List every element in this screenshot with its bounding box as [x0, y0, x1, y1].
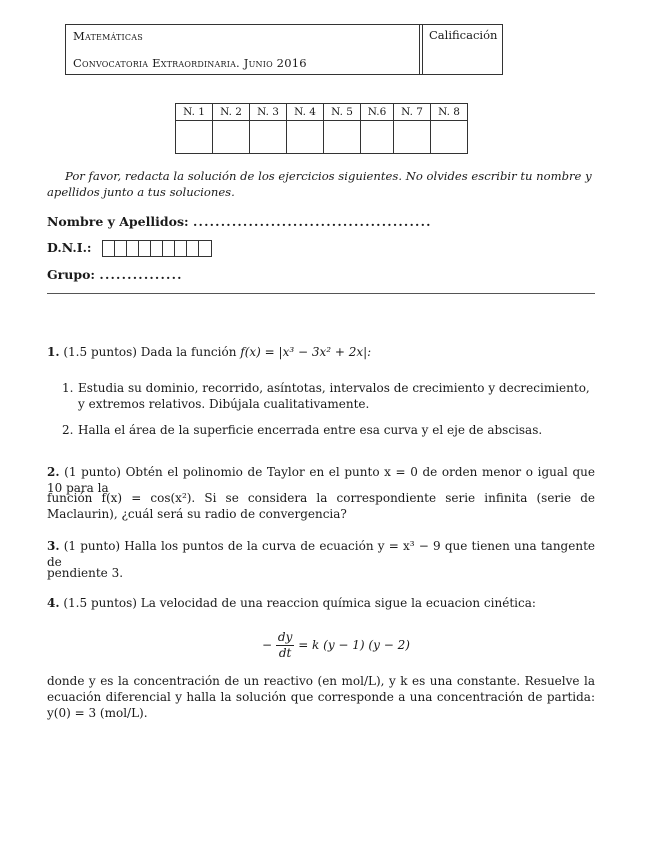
q2-number: 2. [47, 465, 60, 479]
group-dots: ............... [99, 267, 183, 282]
q1-item-2-text: Halla el área de la superficie encerrada entre esa curva y el eje de abscisas. [78, 423, 543, 437]
question-4 [47, 595, 595, 611]
score-cell[interactable] [361, 121, 394, 154]
score-header: N. 3 [250, 104, 287, 121]
q1-item-1-text: Estudia su dominio, recorrido, asíntotas, intervalos de crecimiento y decrecimiento, y extremos relativos. Dibújala cualitativamente. [78, 381, 590, 411]
score-cell[interactable] [250, 121, 287, 154]
q1-number: 1. [47, 345, 60, 359]
q4-text: donde y es la concentración de un reactivo (en mol/L), y k es una constante. Resuelve la ecuación diferencial y halla la solución que corresponde a una concentración de partida: y(0) = 3 (mol/L). [47, 674, 595, 720]
instructions: Por favor, redacta la solución de los ejercicios siguientes. No olvides escribir tu nombre y apellidos junto a tus soluciones. [47, 169, 592, 199]
q2-line-2: función f(x) = cos(x²). Si se considera la correspondiente serie infinita (serie de Maclaurin), ¿cuál será su radio de convergencia? [47, 491, 595, 521]
q4-line-1: (1.5 puntos) La velocidad de una reaccion química sigue la ecuacion cinética: [63, 596, 536, 610]
question-3-cont [47, 565, 595, 581]
score-header: N. 7 [394, 104, 431, 121]
name-dots: ........................................... [192, 214, 432, 229]
header-title-cell [66, 25, 419, 74]
eq-denominator: dt [278, 646, 292, 660]
name-label: Nombre y Apellidos: [47, 214, 189, 229]
q4-number: 4. [47, 596, 60, 610]
name-field[interactable] [47, 214, 432, 229]
grade-cell [423, 25, 502, 74]
q1-points: (1.5 puntos) [63, 345, 137, 359]
eq-rhs: = k (y − 1) (y − 2) [298, 638, 410, 652]
score-cell[interactable] [213, 121, 250, 154]
header-box [65, 24, 503, 75]
score-header: N. 2 [213, 104, 250, 121]
scores-table [175, 103, 468, 154]
q1-formula: f(x) = |x³ − 3x² + 2x|: [240, 345, 372, 359]
score-header: N. 5 [324, 104, 361, 121]
score-cell[interactable] [394, 121, 431, 154]
score-header: N. 1 [176, 104, 213, 121]
q3-line-1: (1 punto) Halla los puntos de la curva de ecuación y = x³ − 9 que tienen una tangente de [47, 539, 595, 569]
question-4-body [47, 673, 595, 721]
question-2-cont [47, 490, 595, 522]
subject-title: Matemáticas [73, 29, 143, 43]
score-header: N. 8 [431, 104, 468, 121]
score-header: N.6 [361, 104, 394, 121]
score-header: N. 4 [287, 104, 324, 121]
q1-item-2-number: 2. [62, 423, 74, 437]
grade-label: Calificación [429, 28, 498, 42]
derivative-fraction [276, 630, 294, 661]
divider [47, 293, 595, 294]
q3-number: 3. [47, 539, 60, 553]
dni-field[interactable] [47, 240, 212, 257]
q2-line-1: (1 punto) Obtén el polinomio de Taylor en el punto x = 0 de orden menor o igual que 10 para la [47, 465, 595, 495]
question-1 [47, 344, 595, 360]
group-label: Grupo: [47, 267, 96, 282]
eq-numerator: dy [277, 630, 293, 644]
score-cell[interactable] [287, 121, 324, 154]
dni-boxes[interactable] [102, 240, 212, 257]
exam-title: Convocatoria Extraordinaria. Junio 2016 [73, 56, 307, 70]
group-field[interactable] [47, 267, 183, 282]
score-cell[interactable] [176, 121, 213, 154]
score-cell[interactable] [431, 121, 468, 154]
score-cell[interactable] [324, 121, 361, 154]
differential-equation: − $\frac{dy}{dt}$ = k (y − 1) (y − 2) [262, 630, 410, 660]
q1-text: Dada la función [140, 345, 237, 359]
q3-line-2: pendiente 3. [47, 566, 124, 580]
q1-item-1-number: 1. [62, 381, 74, 395]
dni-label: D.N.I.: [47, 240, 92, 255]
